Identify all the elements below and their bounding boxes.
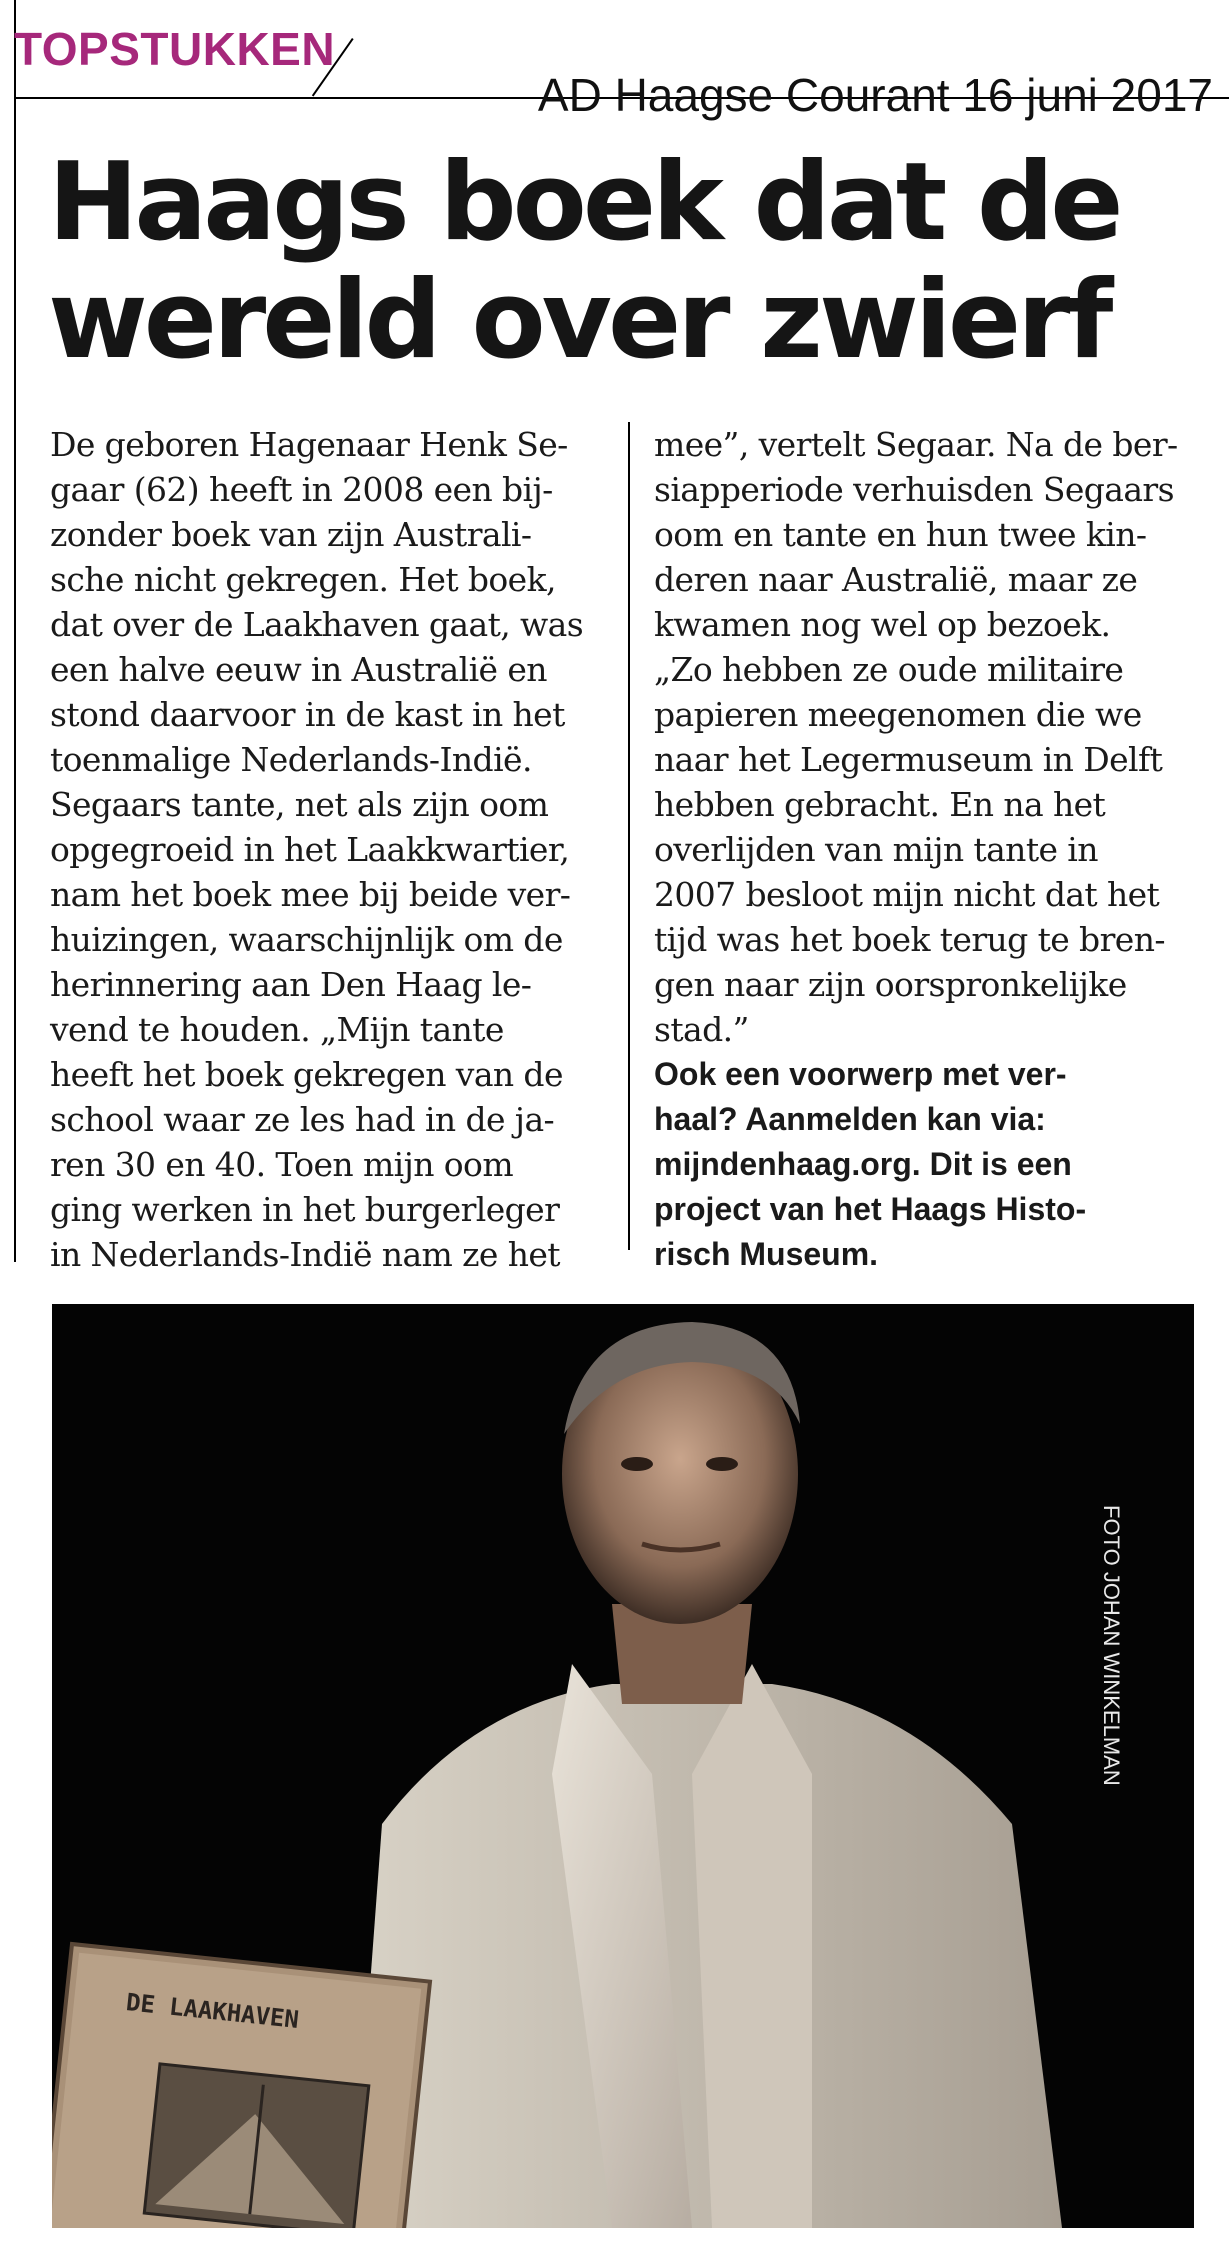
body-text-line: dat over de Laakhaven gaat, was [50,605,584,644]
section-kicker: TOPSTUKKEN [14,23,336,75]
book-cover [52,1944,430,2228]
call-to-action-line: Ook een voorwerp met ver- [654,1056,1067,1092]
call-to-action-line: project van het Haags Histo- [654,1191,1087,1227]
photo-credit: FOTO JOHAN WINKELMAN [1099,1505,1124,1786]
body-text-line: kwamen nog wel op bezoek. [654,605,1111,644]
frame-left-rule [14,0,16,1262]
call-to-action [654,1052,1214,1277]
source-line: AD Haagse Courant 16 juni 2017 [537,69,1213,121]
body-text-line: stad.” [654,1010,749,1049]
body-text-line: naar het Legermuseum in Delft [654,740,1163,779]
body-text-line: zonder boek van zijn Australi- [50,515,532,554]
body-text-line: een halve eeuw in Australië en [50,650,547,689]
body-text-line: papieren meegenomen die we [654,695,1142,734]
body-text-line: heeft het boek gekregen van de [50,1055,563,1094]
portrait-illustration [52,1304,1194,2228]
body-text-line: gaar (62) heeft in 2008 een bij- [50,470,553,509]
headline-line: Haags boek dat de [48,140,1120,265]
headline-line: wereld over zwierf [48,258,1110,383]
eye-shape [621,1457,653,1471]
body-text-line: stond daarvoor in de kast in het [50,695,565,734]
article-photo [52,1304,1194,2228]
shirt-shape [692,1664,812,2228]
body-text-line: sche nicht gekregen. Het boek, [50,560,556,599]
call-to-action-line: mijndenhaag.org. Dit is een [654,1146,1072,1182]
headline [48,140,1208,383]
body-text-line: vend te houden. „Mijn tante [50,1010,504,1049]
body-text-line: herinnering aan Den Haag le- [50,965,532,1004]
body-text-line: huizingen, waarschijnlijk om de [50,920,563,959]
call-to-action-line: risch Museum. [654,1236,879,1272]
body-text-line: 2007 besloot mijn nicht dat het [654,875,1160,914]
eye-shape [706,1457,738,1471]
body-text-line: toenmalige Nederlands-Indië. [50,740,532,779]
body-text-line: opgegroeid in het Laakkwartier, [50,830,570,869]
body-text-line: „Zo hebben ze oude militaire [654,650,1124,689]
call-to-action-line: haal? Aanmelden kan via: [654,1101,1046,1137]
body-text-line: De geboren Hagenaar Henk Se- [50,425,568,464]
body-text-line: school waar ze les had in de ja- [50,1100,555,1139]
body-text-line: deren naar Australië, maar ze [654,560,1138,599]
body-text-line: overlijden van mijn tante in [654,830,1098,869]
column-divider [628,422,630,1250]
body-text-line: nam het boek mee bij beide ver- [50,875,571,914]
book-cover-title: DE LAAKHAVEN [124,1988,301,2035]
body-text-line: ging werken in het burgerleger [50,1190,560,1229]
body-column-right [654,422,1214,1277]
body-text-line: mee”, vertelt Segaar. Na de ber- [654,425,1178,464]
body-text-line: tijd was het boek terug te bren- [654,920,1165,959]
body-text-line: Segaars tante, net als zijn oom [50,785,549,824]
body-text-line: siapperiode verhuisden Segaars [654,470,1174,509]
body-column-right-text [654,422,1214,1052]
body-text-line: oom en tante en hun twee kin- [654,515,1147,554]
body-column-left [50,422,620,1277]
body-text-line: gen naar zijn oorspronkelijke [654,965,1127,1004]
body-text-line: in Nederlands-Indië nam ze het [50,1235,560,1274]
body-text-line: ren 30 en 40. Toen mijn oom [50,1145,514,1184]
body-text-line: hebben gebracht. En na het [654,785,1106,824]
